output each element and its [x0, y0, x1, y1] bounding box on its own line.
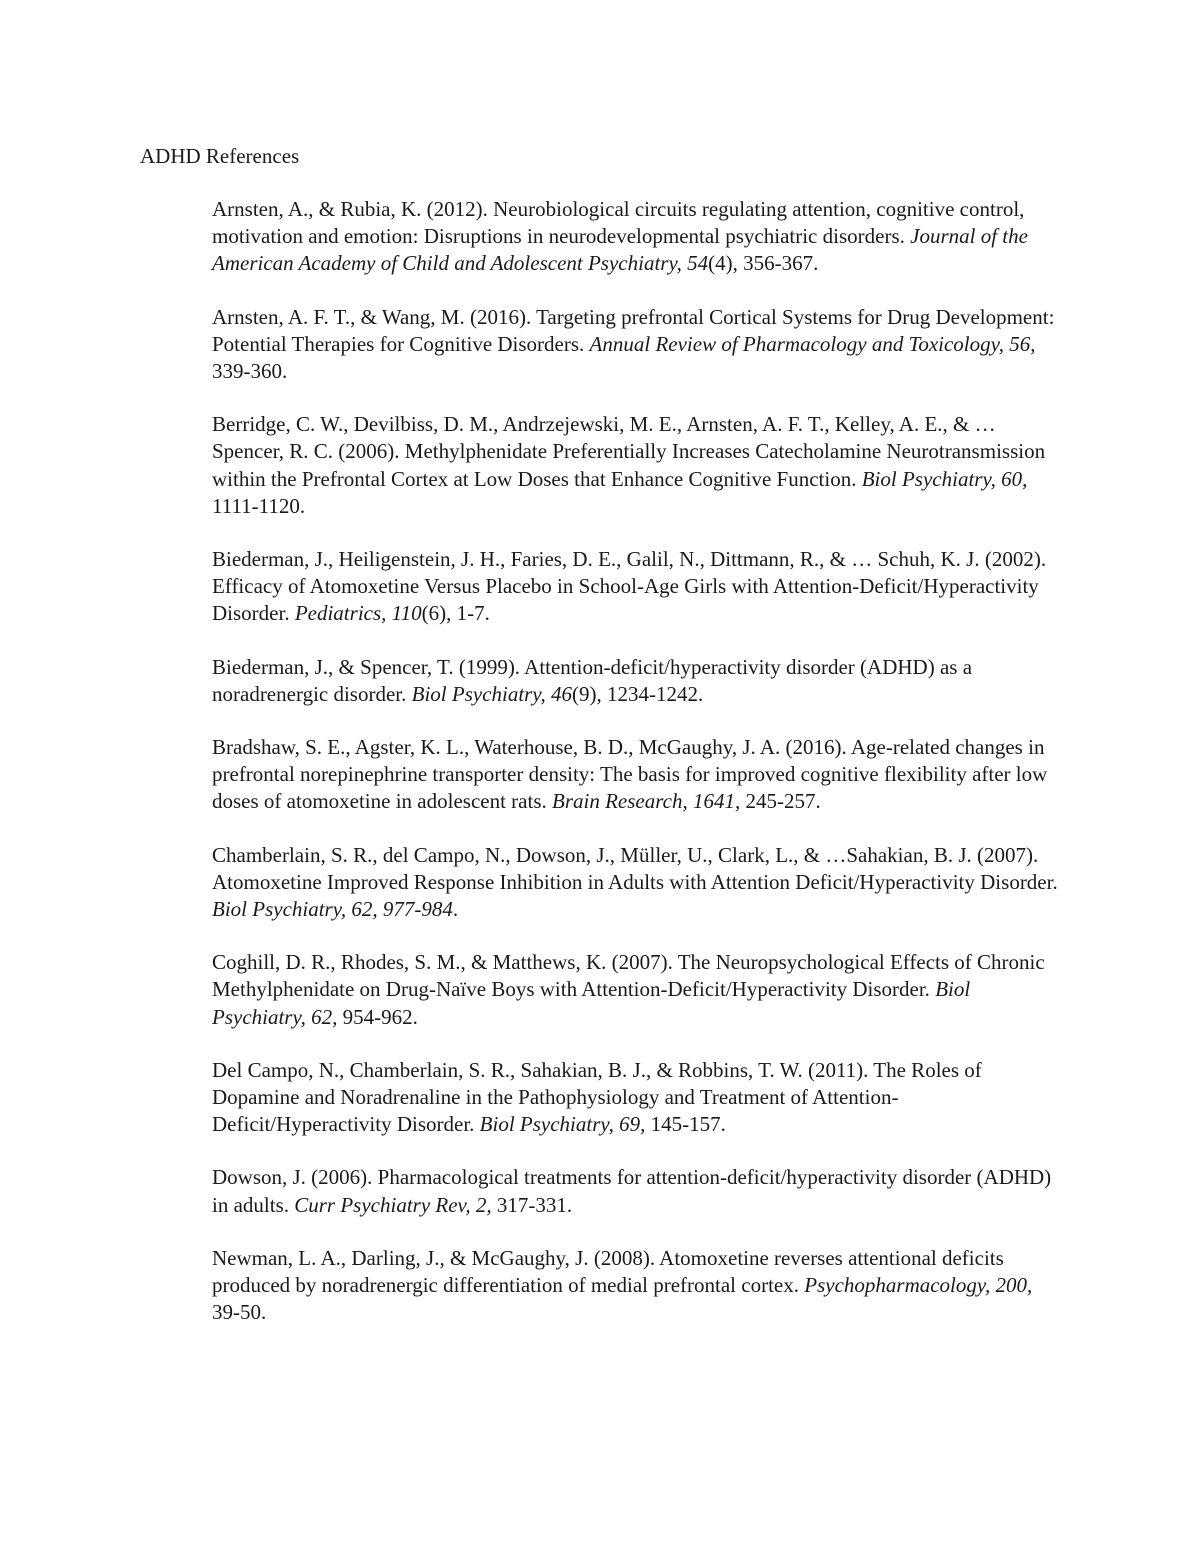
reference-tail: 1111-1120. — [212, 493, 306, 518]
reference-tail: 954-962. — [337, 1004, 418, 1029]
reference-source: Biol Psychiatry, 62, 977-984 — [212, 897, 453, 922]
reference-text: Dowson, J. (2006). Pharmacological treatments for attention-deficit/hyperactivity disorder (ADHD) in adults. — [212, 1165, 1052, 1217]
reference-tail: . — [452, 897, 459, 922]
reference-text: Biederman, J., Heiligenstein, J. H., Faries, D. E., Galil, N., Dittmann, R., & … Schuh, K. J. (2002). Efficacy of Atomoxetine Versus Placebo in School-Age Girls with Attention-Deficit/Hyperactivity Disorder. — [212, 547, 1047, 626]
reference-item — [212, 1164, 1062, 1218]
reference-tail: 39-50. — [212, 1300, 267, 1325]
reference-source: Biol Psychiatry, 69, — [479, 1112, 646, 1137]
reference-text: Chamberlain, S. R., del Campo, N., Dowson, J., Müller, U., Clark, L., & …Sahakian, B. J. (2007). Atomoxetine Improved Response Inhibition in Adults with Attention Deficit/Hyperactivity Disorder. — [212, 842, 1058, 894]
reference-tail: , 339-360. — [212, 331, 1036, 384]
reference-source: Psychopharmacology, 200, — [804, 1273, 1033, 1298]
reference-tail: 145-157. — [645, 1112, 726, 1137]
reference-text: Berridge, C. W., Devilbiss, D. M., Andrzejewski, M. E., Arnsten, A. F. T., Kelley, A. E., & … Spencer, R. C. (2006). Methylphenidate Preferentially Increases Catecholamine Neurotransmission within the Prefrontal Cortex at Low Doses that Enhance Cognitive Function. — [212, 412, 1046, 491]
reference-tail: (6), 1-7. — [421, 601, 490, 626]
reference-tail: (9), 1234-1242. — [572, 681, 704, 706]
reference-item — [212, 546, 1062, 628]
reference-text: Arnsten, A. F. T., & Wang, M. (2016). Targeting prefrontal Cortical Systems for Drug Development: Potential Therapies for Cognitive Disorders. — [212, 304, 1055, 356]
reference-item — [212, 1057, 1062, 1139]
reference-source: Biol Psychiatry, 60, — [861, 466, 1028, 491]
reference-item — [212, 1245, 1062, 1327]
reference-list — [212, 196, 1062, 1353]
reference-source: Pediatrics, 110 — [294, 601, 422, 626]
reference-source: Curr Psychiatry Rev, 2, — [294, 1192, 492, 1217]
reference-item — [212, 196, 1062, 278]
reference-item — [212, 842, 1062, 924]
reference-text: Arnsten, A., & Rubia, K. (2012). Neurobiological circuits regulating attention, cognitive control, motivation and emotion: Disruptions in neurodevelopmental psychiatric disorders. — [212, 197, 1025, 249]
reference-source: Brain Research, 1641, — [552, 789, 741, 814]
reference-text: Coghill, D. R., Rhodes, S. M., & Matthews, K. (2007). The Neuropsychological Effects of Chronic Methylphenidate on Drug-Naïve Boys with Attention-Deficit/Hyperactivity Disorder. — [212, 950, 1045, 1002]
reference-source: Annual Review of Pharmacology and Toxicology, 56 — [589, 331, 1031, 356]
reference-tail: (4), 356-367. — [708, 251, 819, 276]
reference-item — [212, 304, 1062, 386]
reference-tail: 245-257. — [740, 789, 821, 814]
reference-tail: 317-331. — [491, 1192, 573, 1217]
reference-item — [212, 734, 1062, 816]
reference-source: Biol Psychiatry, 62, — [212, 977, 971, 1029]
reference-text: Newman, L. A., Darling, J., & McGaughy, J. (2008). Atomoxetine reverses attentional deficits produced by noradrenergic differentiation of medial prefrontal cortex. — [212, 1245, 1004, 1298]
reference-text: Bradshaw, S. E., Agster, K. L., Waterhouse, B. D., McGaughy, J. A. (2016). Age-related changes in prefrontal norepinephrine transporter density: The basis for improved cognitive flexibility after low doses of atomoxetine in adolescent rats. — [212, 735, 1048, 814]
reference-text: Del Campo, N., Chamberlain, S. R., Sahakian, B. J., & Robbins, T. W. (2011). The Roles of Dopamine and Noradrenaline in the Pathophysiology and Treatment of Attention-Deficit/Hyperactivity Disorder. — [212, 1057, 982, 1137]
page-title: ADHD References — [140, 144, 300, 168]
reference-text: Biederman, J., & Spencer, T. (1999). Attention-deficit/hyperactivity disorder (ADHD) as a noradrenergic disorder. — [212, 654, 973, 706]
reference-source: Biol Psychiatry, 46 — [411, 681, 573, 706]
reference-source: Journal of the American Academy of Child and Adolescent Psychiatry, 54 — [212, 224, 1028, 276]
reference-item — [212, 949, 1062, 1031]
reference-item — [212, 654, 1062, 708]
reference-item — [212, 411, 1062, 520]
